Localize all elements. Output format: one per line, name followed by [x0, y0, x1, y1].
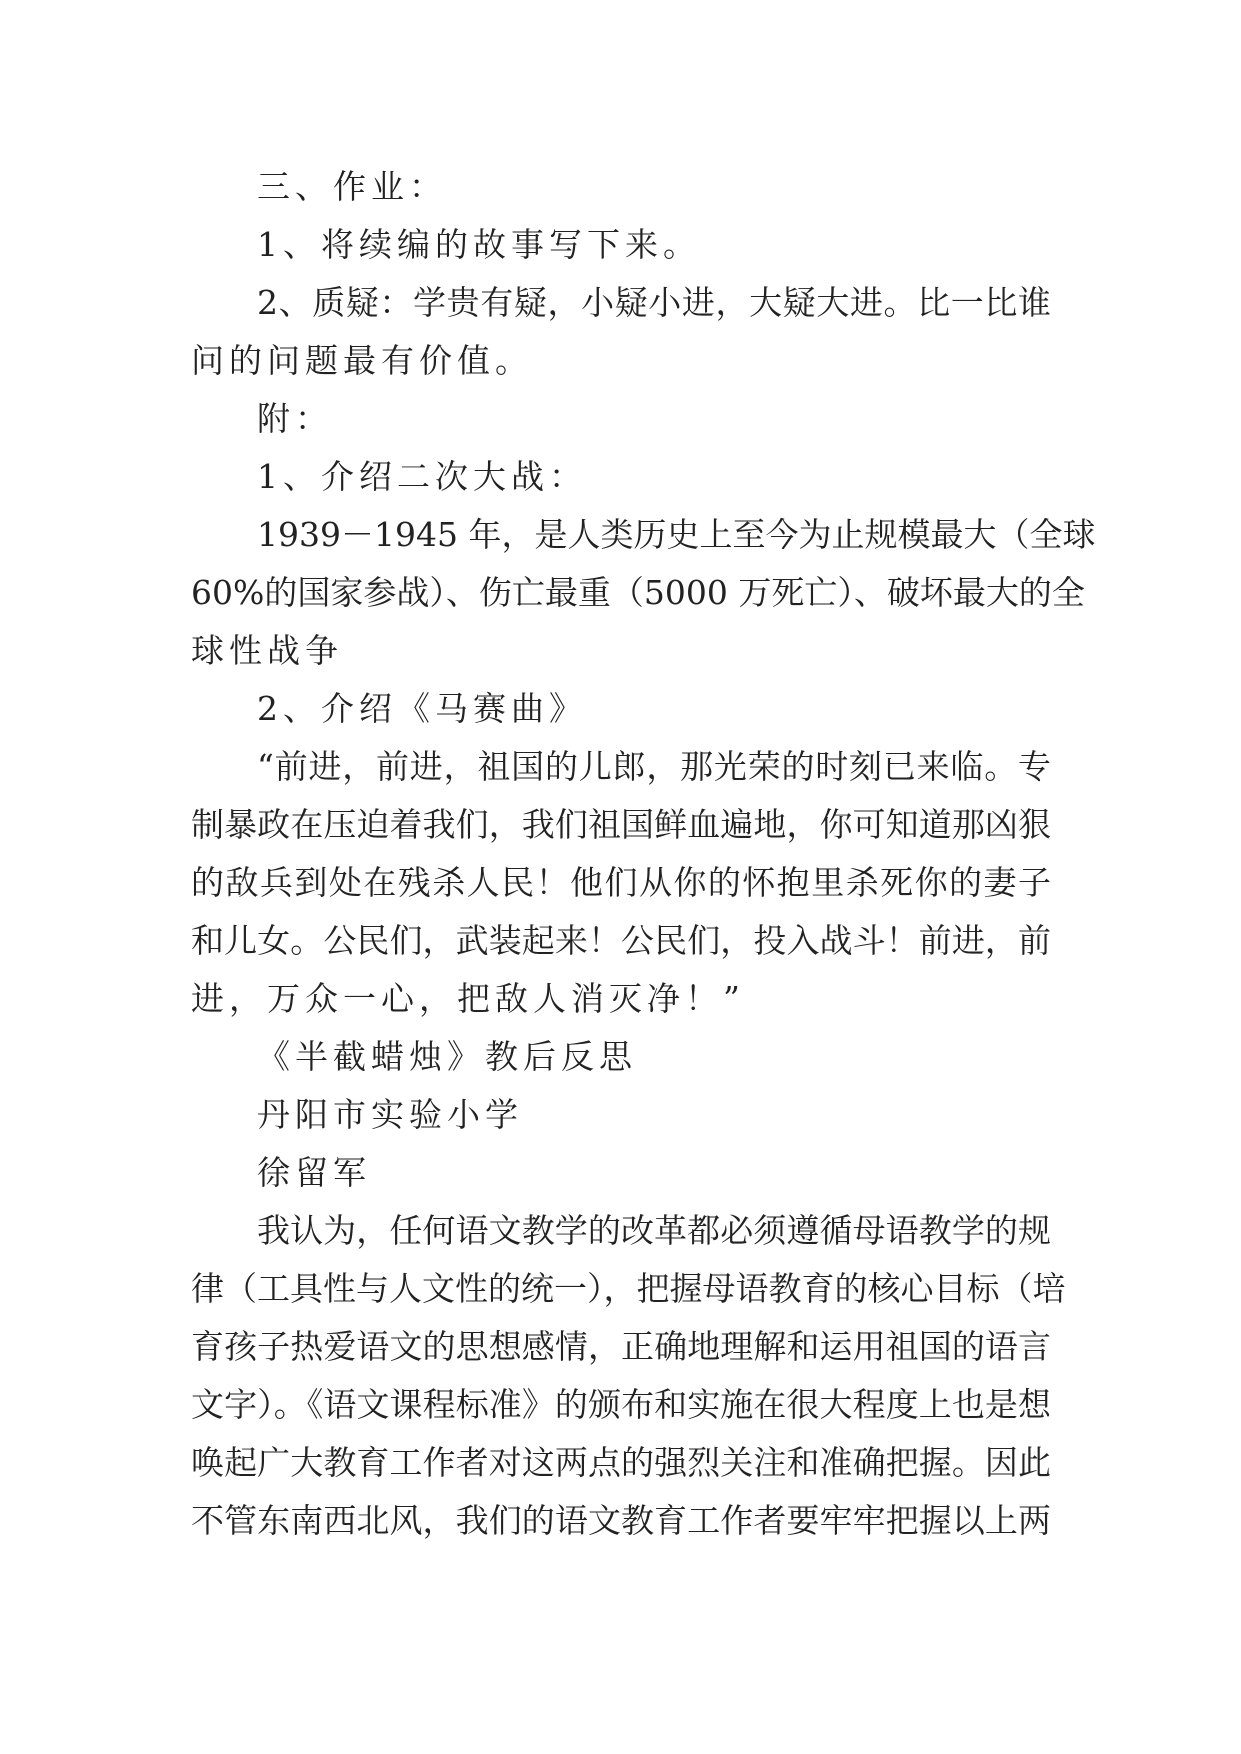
homework-item-1: 1、将续编的故事写下来。 — [257, 225, 701, 264]
ww2-paragraph-line-3: 球性战争 — [191, 631, 343, 670]
reflection-title: 《半截蜡烛》教后反思 — [257, 1037, 637, 1076]
homework-item-2: 2、质疑：学贵有疑，小疑小进，大疑大进。比一比谁 — [257, 283, 1051, 322]
marseillaise-line-4: 和儿女。公民们，武装起来！公民们，投入战斗！前进，前 — [191, 921, 1051, 960]
marseillaise-line-5: 进，万众一心，把敌人消灭净！” — [191, 979, 745, 1018]
marseillaise-line-2: 制暴政在压迫着我们，我们祖国鲜血遍地，你可知道那凶狠 — [191, 805, 1051, 844]
reflection-line-2: 律（工具性与人文性的统一），把握母语教育的核心目标（培 — [191, 1269, 1066, 1308]
ww2-paragraph-line-2: 60%的国家参战）、伤亡最重（5000 万死亡）、破坏最大的全 — [191, 573, 1085, 612]
reflection-line-4: 文字）。《语文课程标准》的颁布和实施在很大程度上也是想 — [191, 1385, 1051, 1424]
reflection-line-6: 不管东南西北风，我们的语文教育工作者要牢牢把握以上两 — [191, 1501, 1051, 1540]
document-page — [191, 158, 1096, 1550]
marseillaise-line-3: 的敌兵到处在残杀人民！他们从你的怀抱里杀死你的妻子 — [191, 863, 1051, 902]
appendix-item-2: 2、介绍《马赛曲》 — [257, 689, 587, 728]
author-name: 徐留军 — [257, 1153, 371, 1192]
ww2-paragraph-line-1: 1939－1945 年，是人类历史上至今为止规模最大（全球 — [257, 515, 1096, 554]
reflection-line-3: 育孩子热爱语文的思想感情，正确地理解和运用祖国的语言 — [191, 1327, 1051, 1366]
homework-item-2-continued: 问的问题最有价值。 — [191, 341, 533, 380]
section-heading-homework: 三、作业： — [257, 167, 447, 206]
marseillaise-line-1: “前进，前进，祖国的儿郎，那光荣的时刻已来临。专 — [257, 747, 1051, 786]
appendix-heading: 附： — [257, 399, 333, 438]
appendix-item-1: 1、介绍二次大战： — [257, 457, 587, 496]
reflection-line-1: 我认为，任何语文教学的改革都必须遵循母语教学的规 — [257, 1211, 1051, 1250]
author-school: 丹阳市实验小学 — [257, 1095, 523, 1134]
reflection-line-5: 唤起广大教育工作者对这两点的强烈关注和准确把握。因此 — [191, 1443, 1051, 1482]
